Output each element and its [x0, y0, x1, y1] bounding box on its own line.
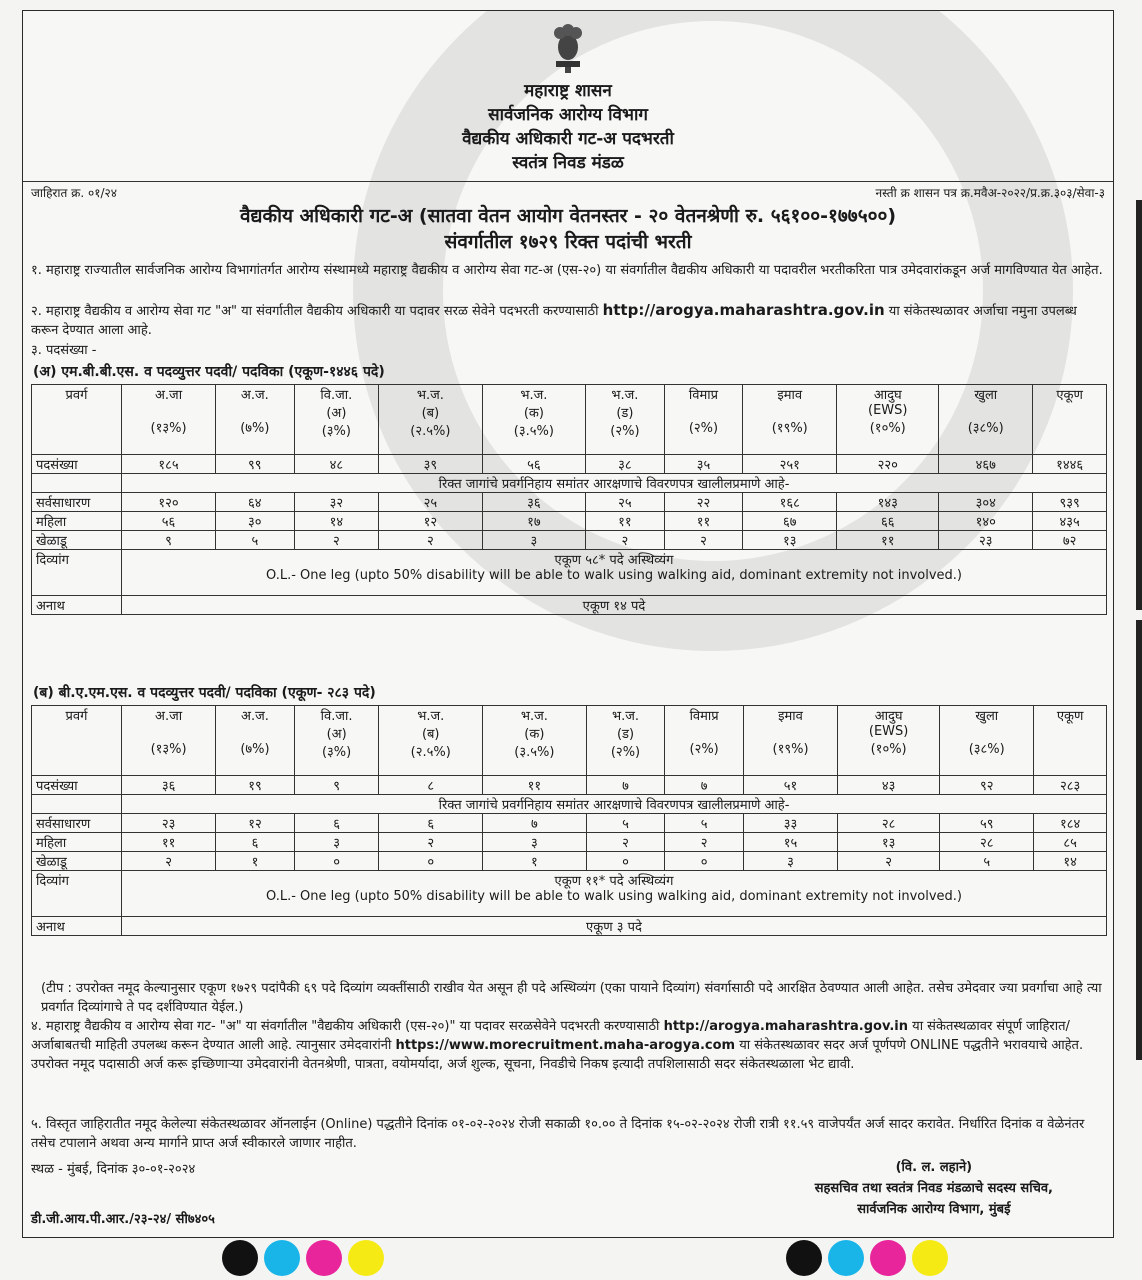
- row-label: पदसंख्या: [32, 455, 122, 474]
- header-l1: आदुघ: [874, 709, 903, 724]
- table-cell: ११: [664, 512, 743, 531]
- table-cell: ७२: [1033, 531, 1107, 550]
- table-cell: १३: [743, 531, 837, 550]
- table-cell: २: [664, 531, 743, 550]
- header-l2: (ब): [421, 727, 440, 742]
- table-cell: ५: [940, 852, 1034, 871]
- section-b-title: (ब) बी.ए.एम.एस. व पदव्युत्तर पदवी/ पदविका (एकूण- २८३ पदे): [33, 685, 376, 701]
- table-cell: २३: [939, 531, 1033, 550]
- column-header: [122, 706, 216, 776]
- table-cell: १६८: [743, 493, 837, 512]
- table-cell: ३: [743, 852, 837, 871]
- anath-row: [32, 917, 1107, 936]
- header-l3: (३.५%): [513, 424, 554, 439]
- table-cell: २३: [122, 814, 216, 833]
- row-label: दिव्यांग: [32, 550, 122, 596]
- scan-edge-bar-2: [1136, 620, 1142, 1060]
- dgipr-number: डी.जी.आय.पी.आर./२३-२४/ सी७४०५: [31, 1212, 215, 1227]
- divyang-row: [32, 550, 1107, 596]
- header-l1: अ.जा: [154, 388, 183, 403]
- column-header: [379, 385, 483, 455]
- header-l3: (१९%): [771, 421, 808, 436]
- anath-cell: एकूण ३ पदे: [122, 917, 1107, 936]
- reservation-table-a: [31, 384, 1107, 615]
- table-cell: २२: [664, 493, 743, 512]
- header-l3: (१०%): [870, 742, 907, 757]
- paragraph-2-tail: या संकेतस्थळावर अर्जाचा नमुना उपलब्ध करून देण्यात आला आहे.: [31, 304, 1077, 338]
- header-l3: (२%): [689, 742, 719, 757]
- paragraph-4-mid: या संकेतस्थळावर संपूर्ण जाहिरात/ अर्जाबाबतची माहिती उपलब्ध करून देण्यात आली आहे. त्यानुसार उमेदवारांनी: [31, 1019, 1070, 1053]
- advertisement-sheet: [22, 10, 1114, 1238]
- header-l3: (३%): [321, 745, 352, 760]
- column-header: [294, 385, 379, 455]
- header-line-2: सार्वजनिक आरोग्य विभाग: [488, 105, 648, 125]
- table-cell: २: [665, 833, 744, 852]
- table-cell: १: [216, 852, 295, 871]
- row-label: सर्वसाधारण: [32, 814, 122, 833]
- table-cell: ३०४: [939, 493, 1033, 512]
- table-cell: ५६: [482, 455, 586, 474]
- paragraph-3: ३. पदसंख्या -: [31, 343, 97, 358]
- header-l3: (१३%): [150, 742, 187, 757]
- table-cell: ४३: [838, 776, 940, 795]
- row-label: सर्वसाधारण: [32, 493, 122, 512]
- table-cell: ७: [665, 776, 744, 795]
- header-l2: (ब): [421, 406, 440, 421]
- reservation-table-b: [31, 705, 1107, 936]
- black-dot: [222, 1240, 258, 1276]
- table-cell: ४८: [294, 455, 379, 474]
- table-cell: ९: [122, 531, 216, 550]
- table-cell: ०: [665, 852, 744, 871]
- table-cell: ८५: [1034, 833, 1107, 852]
- table-cell: ३: [482, 531, 586, 550]
- title-line-1: वैद्यकीय अधिकारी गट-अ (सातवा वेतन आयोग वेतनस्तर - २० वेतनश्रेणी रु. ५६१००-१७७५००): [239, 205, 897, 227]
- header-l3: (३८%): [968, 742, 1005, 757]
- section-a-title: (अ) एम.बी.बी.एस. व पदव्युत्तर पदवी/ पदविका (एकूण-१४४६ पदे): [33, 364, 385, 380]
- table-cell: १८५: [122, 455, 216, 474]
- table-cell: २५: [586, 493, 665, 512]
- column-header: [743, 706, 837, 776]
- header-l1: भ.ज.: [417, 709, 445, 724]
- row-label: पदसंख्या: [32, 776, 122, 795]
- header-l1: भ.ज.: [611, 709, 640, 724]
- header-line-3: वैद्यकीय अधिकारी गट-अ पदभरती: [462, 129, 674, 149]
- parallel-note: रिक्त जागांचे प्रवर्गनिहाय समांतर आरक्षणाचे विवरणपत्र खालीलप्रमाणे आहे-: [122, 795, 1107, 814]
- cyan-dot: [828, 1240, 864, 1276]
- table-cell: ११: [483, 776, 587, 795]
- table-cell: ०: [586, 852, 665, 871]
- table-cell: १४०: [939, 512, 1033, 531]
- column-header: [939, 385, 1033, 455]
- anath-row: [32, 596, 1107, 615]
- empty-cell: [32, 474, 122, 493]
- table-row: [32, 852, 1107, 871]
- meta-row: [23, 181, 1113, 201]
- black-dot: [786, 1240, 822, 1276]
- cyan-dot: [264, 1240, 300, 1276]
- signature-block: [815, 1157, 1053, 1220]
- table-cell: ९२: [940, 776, 1034, 795]
- recruitment-url[interactable]: https://www.morecruitment.maha-arogya.com: [395, 1038, 736, 1053]
- table-cell: २: [838, 852, 940, 871]
- column-header: [32, 706, 122, 776]
- column-header: [294, 706, 379, 776]
- table-cell: ११: [122, 833, 216, 852]
- posts-row: [32, 455, 1107, 474]
- table-cell: ५१: [743, 776, 837, 795]
- table-cell: ३६: [482, 493, 586, 512]
- posts-row: [32, 776, 1107, 795]
- header-l3: (२.५%): [410, 424, 451, 439]
- column-header: [837, 385, 939, 455]
- paragraph-2-text: २. महाराष्ट्र वैद्यकीय व आरोग्य सेवा गट "अ" या संवर्गातील वैद्यकीय अधिकारी या पदावर सरळ सेवेने पदभरती करण्यासाठी: [31, 304, 603, 319]
- header-l1: भ.ज.: [611, 388, 639, 403]
- row-label: महिला: [32, 833, 122, 852]
- column-header: [1034, 706, 1107, 776]
- magenta-dot: [870, 1240, 906, 1276]
- table-cell: १२: [216, 814, 295, 833]
- table-cell: २८: [838, 814, 940, 833]
- arogya-url[interactable]: http://arogya.maharashtra.gov.in: [602, 301, 885, 319]
- divyang-line-1: एकूण ११* पदे अस्थिव्यंग: [554, 874, 674, 889]
- registration-marks-left: [222, 1240, 384, 1276]
- table-cell: ६४: [216, 493, 295, 512]
- header-l1: खुला: [974, 388, 998, 403]
- table-row: [32, 512, 1107, 531]
- table-cell: १: [483, 852, 587, 871]
- table-cell: ४६७: [939, 455, 1033, 474]
- title-block: [23, 203, 1113, 255]
- paragraph-1: १. महाराष्ट्र राज्यातील सार्वजनिक आरोग्य विभागांतर्गत आरोग्य संस्थामध्ये महाराष्ट्र वैद्यकीय व आरोग्य सेवा गट-अ (एस-२०) या संवर्गातील वैद्यकीय अधिकारी या पदावरील भरतीकरिता पात्र उमेदवारांकडून अर्ज मागविण्यात येत आहेत.: [31, 263, 1103, 278]
- table-cell: ११: [837, 531, 939, 550]
- table-cell: ५: [586, 814, 665, 833]
- table-cell: ५: [665, 814, 744, 833]
- header-l2: (ड): [616, 727, 635, 742]
- header-l3: (२%): [688, 421, 719, 436]
- table-cell: २२०: [837, 455, 939, 474]
- header-l2: (क): [523, 406, 544, 421]
- header-l3: (१०%): [869, 421, 906, 436]
- table-cell: ६६: [837, 512, 939, 531]
- paragraph-5: ५. विस्तृत जाहिरातीत नमूद केलेल्या संकेतस्थळावर ऑनलाईन (Online) पद्धतीने दिनांक ०१-०२-२०२४ रोजी सकाळी १०.०० ते दिनांक १५-०२-२०२४ रोजी रात्री ११.५९ वाजेपर्यंत अर्ज सादर करावेत. निर्धारित दिनांक व वेळेनंतर तसेच टपालाने अथवा अन्य मार्गाने प्राप्त अर्ज स्वीकारले जाणार नाहीत.: [31, 1117, 1085, 1151]
- table-cell: ३५: [664, 455, 743, 474]
- parallel-note: रिक्त जागांचे प्रवर्गनिहाय समांतर आरक्षणाचे विवरणपत्र खालीलप्रमाणे आहे-: [122, 474, 1107, 493]
- table-cell: २: [586, 833, 665, 852]
- column-header: [838, 706, 940, 776]
- header-l1: अ.ज.: [240, 388, 269, 403]
- table-cell: २८: [940, 833, 1034, 852]
- header-l3: (३%): [321, 424, 351, 439]
- table-cell: १५: [743, 833, 837, 852]
- divyang-cell: [122, 871, 1107, 917]
- table-row: [32, 531, 1107, 550]
- table-cell: ३९: [379, 455, 483, 474]
- row-label: महिला: [32, 512, 122, 531]
- table-cell: ३६: [122, 776, 216, 795]
- header-l1: विमाप्र: [688, 388, 719, 403]
- empty-cell: [32, 795, 122, 814]
- row-label: अनाथ: [32, 596, 122, 615]
- table-cell: ०: [294, 852, 379, 871]
- header-l1: प्रवर्ग: [65, 709, 88, 724]
- paragraph-4-text: ४. महाराष्ट्र वैद्यकीय व आरोग्य सेवा गट- "अ" या संवर्गातील "वैद्यकीय अधिकारी (एस-२०)" या पदावर सरळसेवेने पदभरती करण्यासाठी: [31, 1019, 664, 1034]
- header-l1: अ.जा: [155, 709, 183, 724]
- table-cell: २: [379, 531, 483, 550]
- ad-number: जाहिरात क्र. ०१/२४: [31, 186, 118, 200]
- table-cell: ०: [379, 852, 483, 871]
- table-row: [32, 833, 1107, 852]
- header-l1: भ.ज.: [520, 709, 548, 724]
- magenta-dot: [306, 1240, 342, 1276]
- table-cell: २: [294, 531, 379, 550]
- header-l1: एकूण: [1056, 388, 1083, 403]
- row-label: खेळाडू: [32, 852, 122, 871]
- file-reference: नस्ती क्र शासन पत्र क्र.मवैअ-२०२२/प्र.क्र.३०३/सेवा-३: [875, 186, 1105, 200]
- table-cell: १७: [482, 512, 586, 531]
- signatory-name: (वि. ल. लहाने): [895, 1160, 973, 1175]
- table-cell: ३२: [294, 493, 379, 512]
- table-cell: ६: [379, 814, 483, 833]
- table-cell: ६: [216, 833, 295, 852]
- row-label: अनाथ: [32, 917, 122, 936]
- paragraph-4: [31, 1017, 1105, 1074]
- header-l2: (EWS): [868, 403, 908, 418]
- header-l1: प्रवर्ग: [65, 388, 88, 403]
- table-cell: १९: [216, 776, 295, 795]
- table-cell: ३८: [586, 455, 665, 474]
- table-cell: २: [122, 852, 216, 871]
- header-l1: वि.जा.: [320, 709, 353, 724]
- divyang-line-2: O.L.- One leg (upto 50% disability will be able to walk using walking aid, dominant extremity not involved.): [266, 889, 962, 904]
- paragraph-2: [31, 301, 1105, 340]
- column-header: [665, 706, 744, 776]
- table-cell: ५६: [122, 512, 216, 531]
- table-cell: २: [379, 833, 483, 852]
- column-header: [743, 385, 837, 455]
- header-l1: भ.ज.: [416, 388, 444, 403]
- column-header: [940, 706, 1034, 776]
- header-l2: (क): [524, 727, 545, 742]
- header-l3: (७%): [240, 421, 270, 436]
- header-l3: (३.५%): [514, 745, 555, 760]
- yellow-dot: [912, 1240, 948, 1276]
- header-l3: (१३%): [150, 421, 187, 436]
- table-cell: ५९: [940, 814, 1034, 833]
- header-l2: (अ): [326, 406, 347, 421]
- anath-cell: एकूण १४ पदे: [122, 596, 1107, 615]
- header-l1: एकूण: [1056, 709, 1084, 724]
- header-row: [32, 706, 1107, 776]
- table-cell: ५: [216, 531, 295, 550]
- table-cell: ३: [294, 833, 379, 852]
- table-cell: ७: [586, 776, 665, 795]
- column-header: [586, 385, 665, 455]
- column-header: [216, 385, 295, 455]
- header-line-1: महाराष्ट्र शासन: [524, 81, 612, 101]
- header-l3: (२.५%): [410, 745, 451, 760]
- table-cell: २८३: [1034, 776, 1107, 795]
- divyang-row: [32, 871, 1107, 917]
- table-cell: ९९: [216, 455, 295, 474]
- header-l1: विमाप्र: [689, 709, 719, 724]
- state-emblem-icon: [548, 17, 588, 75]
- header-l1: इमाव: [777, 388, 803, 403]
- divyang-cell: [122, 550, 1107, 596]
- signatory-designation-2: सार्वजनिक आरोग्य विभाग, मुंबई: [857, 1202, 1011, 1217]
- signatory-designation-1: सहसचिव तथा स्वतंत्र निवड मंडळाचे सदस्य सचिव,: [814, 1181, 1053, 1196]
- header-l2: (अ): [326, 727, 347, 742]
- table-cell: १४: [1034, 852, 1107, 871]
- table-cell: १२०: [122, 493, 216, 512]
- table-cell: ८: [379, 776, 483, 795]
- divyang-line-1: एकूण ५८* पदे अस्थिव्यंग: [554, 553, 674, 568]
- header-l3: (३८%): [967, 421, 1004, 436]
- header-block: [23, 11, 1113, 179]
- table-cell: १४४६: [1033, 455, 1107, 474]
- place-date: स्थळ - मुंबई, दिनांक ३०-०१-२०२४: [31, 1162, 196, 1177]
- table-cell: २: [586, 531, 665, 550]
- table-row: [32, 814, 1107, 833]
- note-row: [32, 474, 1107, 493]
- table-cell: ४३५: [1033, 512, 1107, 531]
- header-l3: (२%): [610, 745, 641, 760]
- scan-edge-bar: [1136, 200, 1142, 610]
- header-l3: (१९%): [772, 742, 809, 757]
- table-cell: २५१: [743, 455, 837, 474]
- table-cell: १४: [294, 512, 379, 531]
- divyang-line-2: O.L.- One leg (upto 50% disability will be able to walk using walking aid, dominant extremity not involved.): [266, 568, 962, 583]
- column-header: [664, 385, 743, 455]
- table-cell: ३०: [216, 512, 295, 531]
- header-l1: खुला: [975, 709, 999, 724]
- header-l1: इमाव: [778, 709, 803, 724]
- note-tip: (टीप : उपरोक्त नमूद केल्यानुसार एकूण १७२९ पदांपैकी ६९ पदे दिव्यांग व्यक्तींसाठी राखीव येत असून ही पदे अस्थिव्यंग (एका पायाने दिव्यांग) संवर्गासाठी पदे आरक्षित ठेवण्यात आली आहेत. तसेच उमेदवार ज्या प्रवर्गाचा आहे त्या प्रवर्गात दिव्यांगाचे ते पद दर्शविण्यात येईल.): [41, 981, 1102, 1015]
- header-l3: (२%): [610, 424, 640, 439]
- table-cell: ३३: [743, 814, 837, 833]
- table-cell: १४३: [837, 493, 939, 512]
- header-l2: (EWS): [868, 724, 909, 739]
- note-row: [32, 795, 1107, 814]
- table-cell: ९३९: [1033, 493, 1107, 512]
- table-cell: १२: [379, 512, 483, 531]
- table-cell: ७: [483, 814, 587, 833]
- column-header: [122, 385, 216, 455]
- table-cell: ३: [483, 833, 587, 852]
- header-l1: वि.जा.: [320, 388, 353, 403]
- table-cell: १८४: [1034, 814, 1107, 833]
- header-l1: आदुघ: [873, 388, 902, 403]
- header-row: [32, 385, 1107, 455]
- column-header: [216, 706, 295, 776]
- table-cell: २५: [379, 493, 483, 512]
- row-label: खेळाडू: [32, 531, 122, 550]
- column-header: [483, 706, 587, 776]
- row-label: दिव्यांग: [32, 871, 122, 917]
- header-l1: भ.ज.: [520, 388, 548, 403]
- table-cell: ११: [586, 512, 665, 531]
- header-l2: (ड): [616, 406, 634, 421]
- table-cell: ९: [294, 776, 379, 795]
- column-header: [32, 385, 122, 455]
- column-header: [1033, 385, 1107, 455]
- table-row: [32, 493, 1107, 512]
- title-line-2: संवर्गातील १७२९ रिक्त पदांची भरती: [444, 231, 692, 253]
- arogya-url-2[interactable]: http://arogya.maharashtra.gov.in: [663, 1019, 909, 1034]
- column-header: [482, 385, 586, 455]
- header-line-4: स्वतंत्र निवड मंडळ: [512, 153, 624, 173]
- column-header: [379, 706, 483, 776]
- column-header: [586, 706, 665, 776]
- table-cell: ६७: [743, 512, 837, 531]
- registration-marks-right: [786, 1240, 948, 1276]
- table-cell: ६: [294, 814, 379, 833]
- yellow-dot: [348, 1240, 384, 1276]
- paragraph-4-tail: या संकेतस्थळावर सदर अर्ज पूर्णपणे ONLINE पद्धतीने भरावयाचे आहेत. उपरोक्त नमूद पदासाठी अर्ज करू इच्छिणाऱ्या उमेदवारांनी वेतनश्रेणी, पात्रता, वयोमर्यादा, अर्ज शुल्क, सूचना, निवडीचे निकष इत्यादी तपशिलासाठी सदर संकेतस्थळाला भेट द्यावी.: [31, 1038, 1084, 1072]
- table-cell: १३: [838, 833, 940, 852]
- header-l1: अ.ज.: [241, 709, 269, 724]
- header-l3: (७%): [240, 742, 270, 757]
